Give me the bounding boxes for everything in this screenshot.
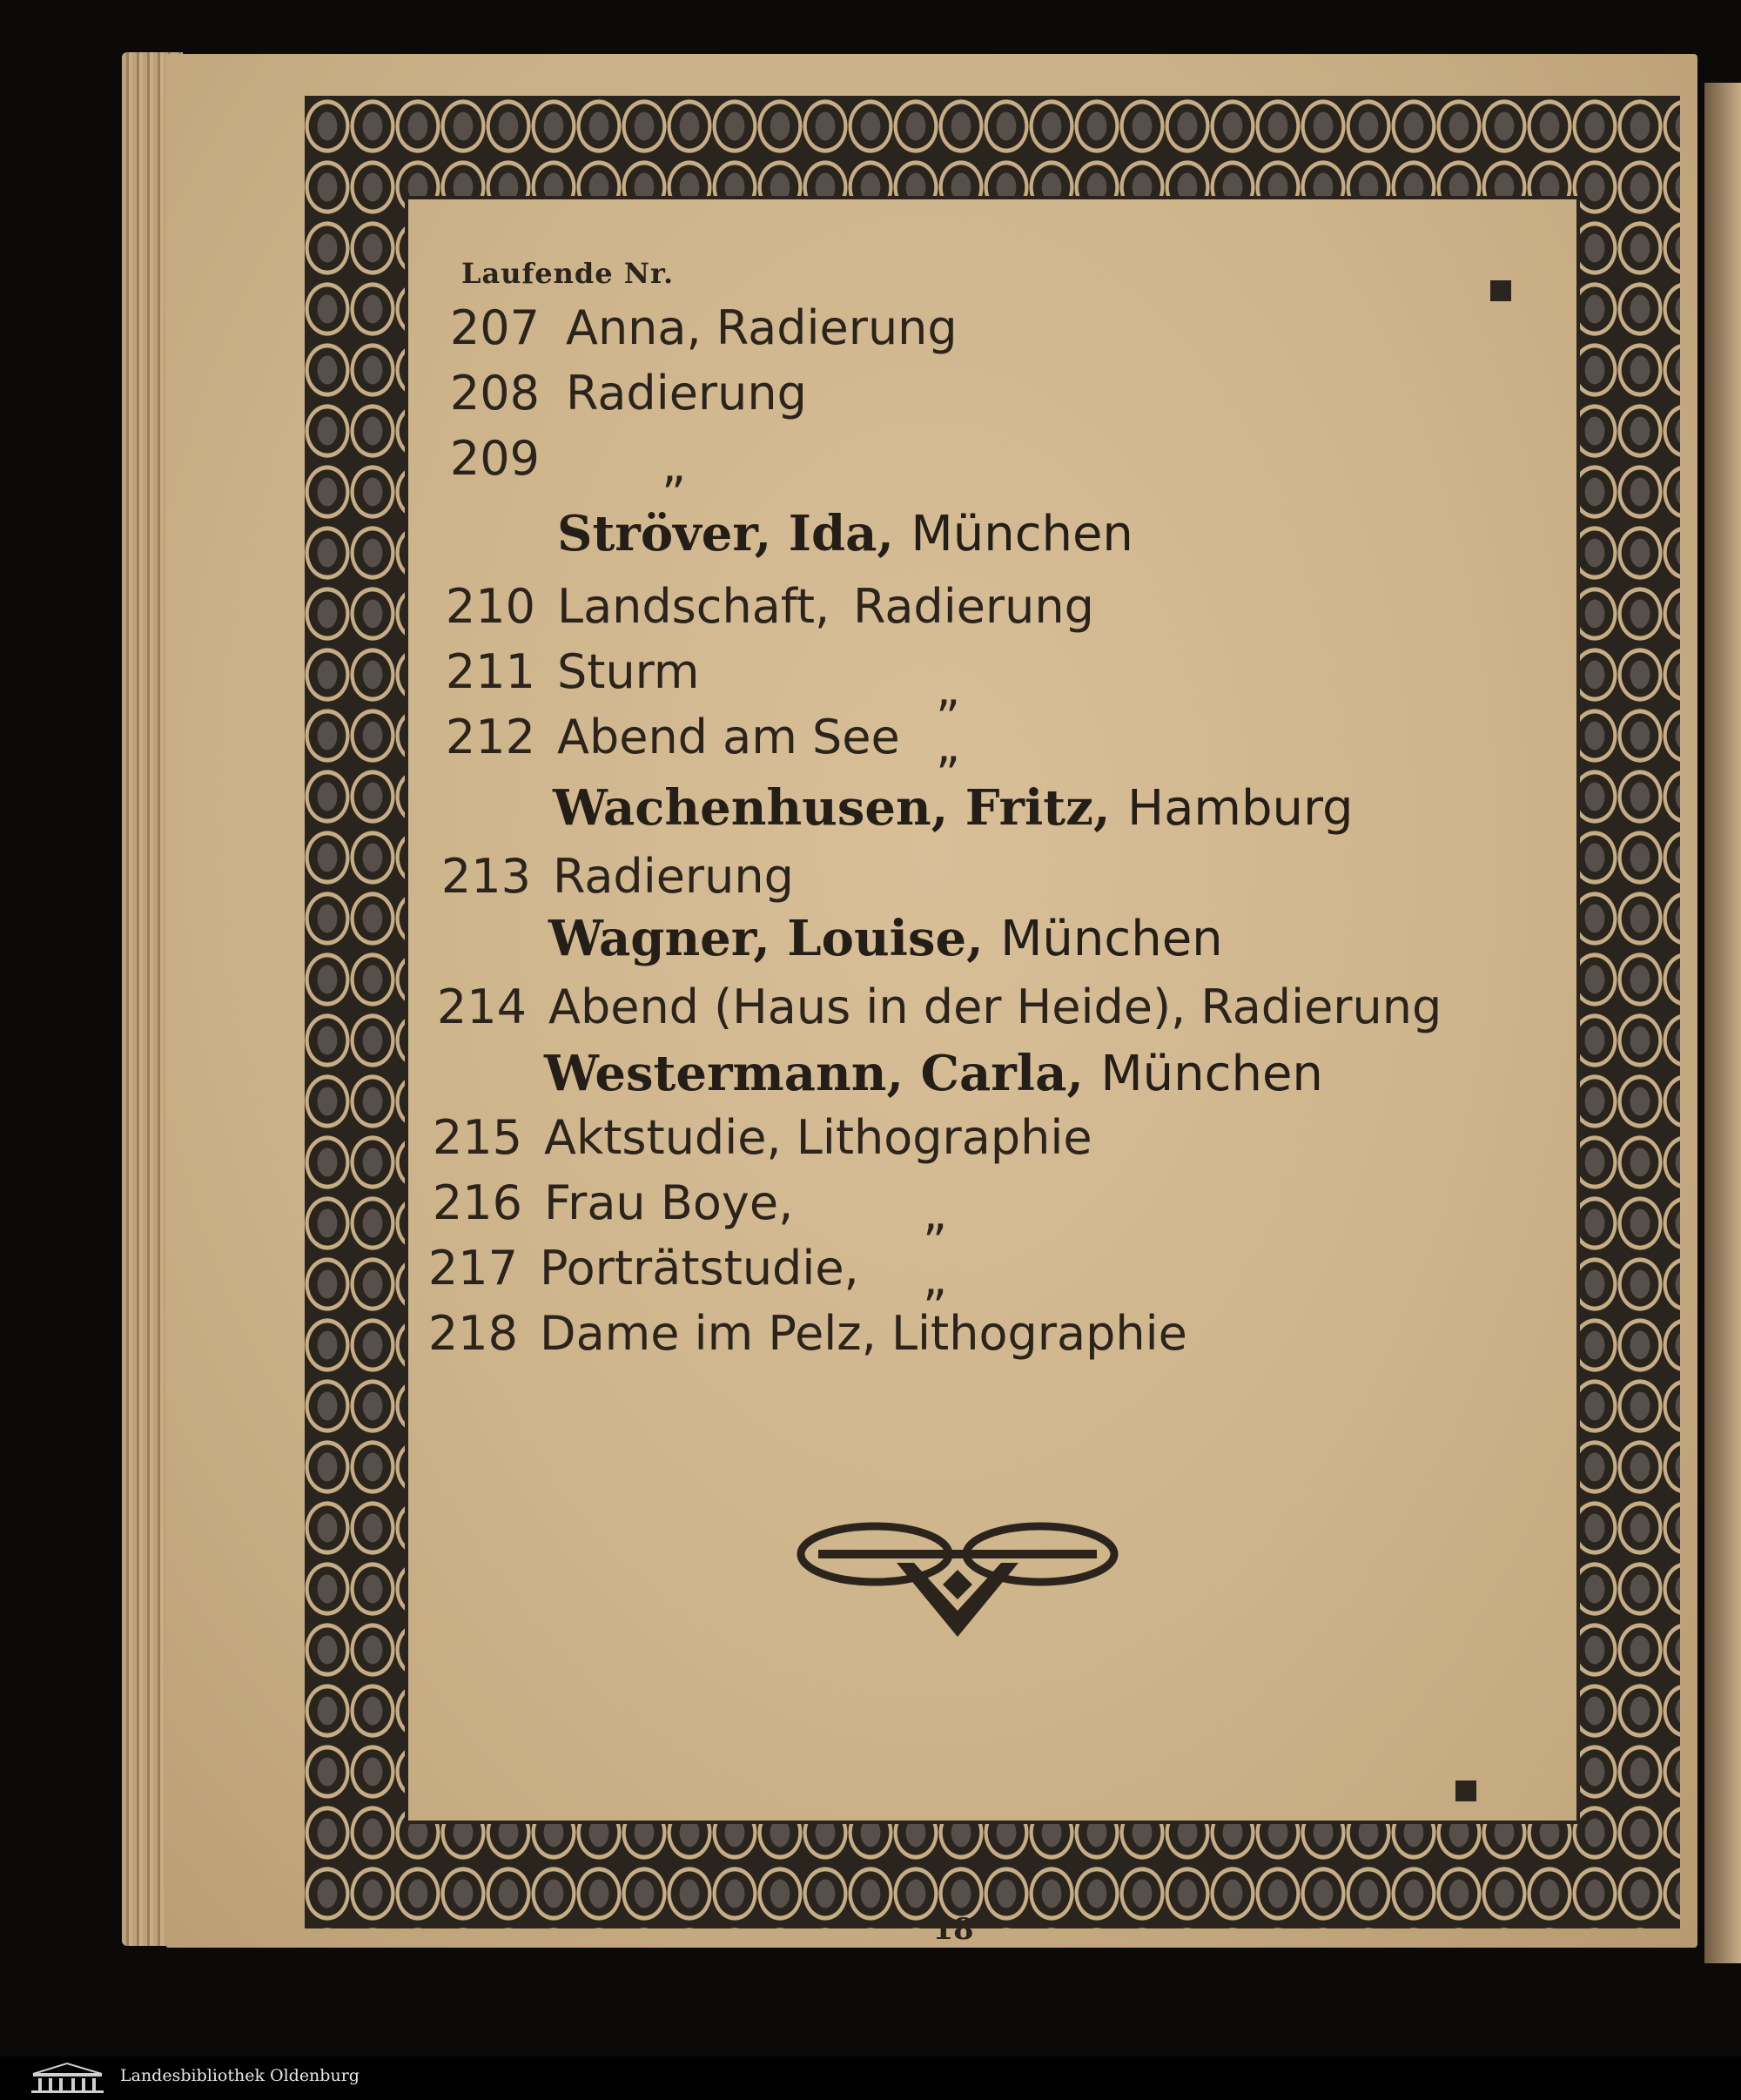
artist-heading — [544, 1045, 1323, 1107]
artist-name: Ströver, Ida, — [557, 505, 894, 562]
artist-heading — [548, 910, 1223, 973]
entry-title: Aktstudie, Lithographie — [544, 1110, 1092, 1165]
entry-title: Radierung — [553, 849, 794, 904]
ditto-mark: „ — [662, 438, 686, 493]
ditto-mark: „ — [923, 1186, 947, 1241]
ditto-mark: „ — [936, 718, 960, 773]
artist-city: München — [1000, 911, 1223, 967]
entry-number: 214 — [436, 979, 527, 1034]
artist-name: Westermann, Carla, — [544, 1045, 1084, 1102]
ditto-mark: Radierung — [853, 579, 1094, 634]
artist-city: München — [911, 506, 1133, 562]
library-building-icon — [26, 2062, 109, 2095]
facing-page-edge — [1704, 83, 1741, 1963]
entry-title: Sturm — [557, 644, 700, 699]
entry-title: Landschaft, — [557, 579, 830, 634]
entry-number: 217 — [427, 1241, 518, 1296]
entry-number: 218 — [427, 1306, 518, 1361]
corner-square-top — [1490, 280, 1511, 301]
artist-name: Wachenhusen, Fritz, — [553, 779, 1111, 837]
entry-number: 215 — [432, 1110, 522, 1165]
artist-heading — [553, 779, 1354, 842]
entry-title: Radierung — [566, 366, 807, 421]
entry-number: 210 — [445, 579, 535, 634]
page-number: 18 — [932, 1912, 974, 1947]
entry-number: 208 — [449, 366, 540, 421]
ditto-mark: „ — [936, 662, 960, 717]
ditto-mark: „ — [923, 1251, 947, 1306]
entry-title: Abend am See — [557, 710, 900, 764]
artist-city: München — [1100, 1046, 1323, 1102]
entry-number: 213 — [440, 849, 531, 904]
entry-title: Frau Boye, — [544, 1175, 794, 1230]
vignette-ornament-icon — [792, 1515, 1123, 1646]
entry-title: Anna, Radierung — [566, 300, 958, 355]
column-header: Laufende Nr. — [461, 257, 675, 290]
entry-title: Abend (Haus in der Heide), Radierung — [548, 979, 1442, 1034]
entry-title: Dame im Pelz, Lithographie — [540, 1306, 1187, 1361]
entry-title: Porträtstudie, — [540, 1241, 859, 1296]
library-name: Landesbibliothek Oldenburg — [120, 2066, 360, 2085]
entry-number: 211 — [445, 644, 535, 699]
artist-heading — [557, 505, 1133, 568]
entry-number: 207 — [449, 300, 540, 355]
entry-number: 209 — [449, 431, 540, 486]
entry-number: 216 — [432, 1175, 522, 1230]
artist-name: Wagner, Louise, — [548, 910, 984, 967]
corner-square-bottom — [1455, 1780, 1476, 1801]
entry-number: 212 — [445, 710, 535, 764]
artist-city: Hamburg — [1126, 780, 1354, 837]
